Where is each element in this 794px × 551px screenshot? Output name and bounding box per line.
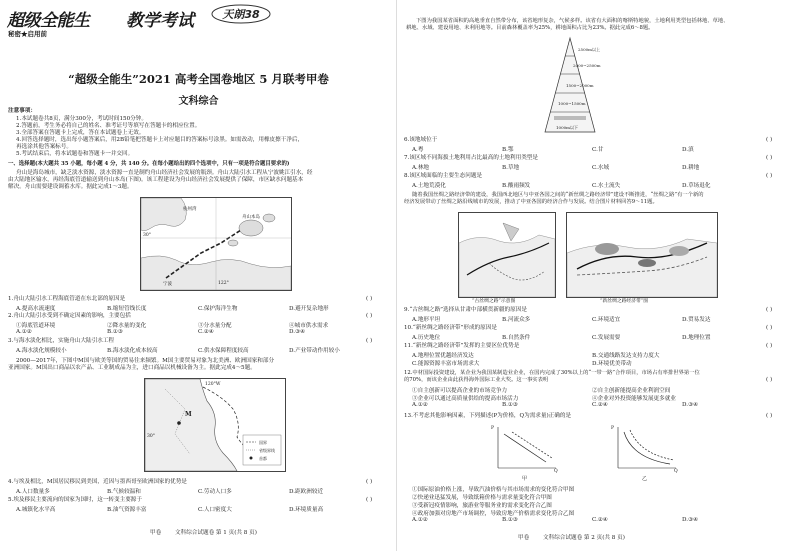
question-option: ④企业对外投资能够发展更多就业 bbox=[592, 396, 676, 402]
answer-bracket: ( ) bbox=[366, 313, 373, 319]
question-option: D.避开复杂地形 bbox=[289, 306, 329, 312]
passage-line: 2000—2017年，下图中M国与欧美等国的贸易往来频繁。M国主要贸易对象为北美洲、欧洲国家和部分 bbox=[16, 358, 275, 364]
note-item: 4.回答选择题时，选出每小题答案后，用2B铅笔把答题卡上对应题目的答案标号涂黑。如需改动，用橡皮擦干净后， bbox=[16, 137, 304, 143]
question-option: ④政府加强对房地产市场调控，导致房地产价格需求变化符合乙图 bbox=[412, 511, 575, 517]
question-option: C.水域 bbox=[592, 165, 610, 171]
question-option: ①海底管道环境 bbox=[16, 323, 56, 329]
section-heading: 一、选择题(本大题共 35 小题，每小题 4 分，共 140 分。在每小题给出的四个选项中，只有一项是符合题目要求的) bbox=[8, 161, 290, 167]
note-item: 1.本试题卷共8页，满分300分，考试时间150分钟。 bbox=[16, 116, 147, 122]
logo-icon bbox=[210, 3, 272, 25]
question-stem: 7.该区域不同海拔土地利用占比最高的土地利用类型是 bbox=[404, 155, 538, 161]
question-option: C.甘 bbox=[592, 147, 604, 153]
question-option: ②快递业迅猛发展，导致纸箱价格与需求量变化符合甲图 bbox=[412, 495, 552, 501]
new-silk-road-map bbox=[566, 212, 718, 298]
question-choice: D.③④ bbox=[682, 402, 699, 408]
question-choice: B.①③ bbox=[502, 402, 518, 408]
question-option: B.酸雨频发 bbox=[502, 183, 531, 189]
notes-heading: 注意事项： bbox=[8, 108, 36, 114]
question-option: C.水土流失 bbox=[592, 183, 621, 189]
question-stem: 11.“新丝绸之路经济带”发挥的主要区位优势是 bbox=[404, 343, 520, 349]
question-choice: A.①② bbox=[16, 329, 32, 335]
footer-page: 文科综合试题卷 第 1 页(共 8 页) bbox=[175, 530, 257, 536]
graph-caption: 乙 bbox=[642, 476, 648, 482]
answer-bracket: ( ) bbox=[766, 377, 773, 383]
question-option: D.距欧洲较近 bbox=[289, 489, 324, 495]
altitude-label: 2000~2500m bbox=[573, 63, 601, 68]
question-choice: A.①② bbox=[412, 402, 428, 408]
question-option: ④城市供水需求 bbox=[289, 323, 329, 329]
question-stem: 6.该地域位于 bbox=[404, 137, 438, 143]
question-choice: B.①③ bbox=[502, 517, 518, 523]
map-label: 舟山本岛 bbox=[242, 215, 260, 220]
passage-line: 下图为我国某省面积的高地垂直自然带分布，该省地形复杂，气候多样。该省有大面积的喀斯特地貌，土地利用类型包括林地、草地、 bbox=[416, 18, 729, 24]
passage-line: 由大陆地区输水，再经海底管道输送到舟山本岛(下图)。该工程建设为舟山经济社会发展提供了保障，市区缺水问题基本 bbox=[8, 177, 304, 183]
question-option: B.交通线路发达支持力度大 bbox=[592, 353, 660, 359]
question-option: B.河流众多 bbox=[502, 317, 531, 323]
answer-bracket: ( ) bbox=[366, 479, 373, 485]
question-stem: 5.埃及移民主要流向的国家为国时，这一转变主要源于 bbox=[8, 497, 142, 503]
answer-bracket: ( ) bbox=[766, 173, 773, 179]
footer-page: 文科综合试题卷 第 2 页(共 8 页) bbox=[543, 535, 625, 541]
question-option: D.地理位置 bbox=[682, 335, 711, 341]
question-option: ②降水量的变化 bbox=[107, 323, 147, 329]
altitude-label: 1000~1500m bbox=[558, 101, 586, 106]
passage-line: 亚洲国家。M国出口商品以农产品、工业制成品为主，进口商品以机械设备为主。据此完成4～5题。 bbox=[8, 365, 256, 371]
question-option: C.保护海洋生物 bbox=[198, 306, 238, 312]
question-choice: C.②④ bbox=[592, 517, 608, 523]
question-option: D.草场退化 bbox=[682, 183, 711, 189]
map-label: 杭州湾 bbox=[183, 207, 197, 212]
question-stem: 3.与海水淡化相比，实施舟山大陆引水工程 bbox=[8, 338, 115, 344]
question-option: C.能源资源丰富市场需求大 bbox=[412, 361, 480, 367]
question-choice: C.②④ bbox=[198, 329, 214, 335]
question-option: ③企业可以通过高质量供给的提高市场活力 bbox=[412, 396, 519, 402]
passage-line: 舟山是海岛城市，缺乏淡水资源，淡水资源一直是制约舟山经济社会发展的瓶颈。舟山大陆引水工程从宁波姚江引水，经 bbox=[16, 170, 313, 176]
question-stem: 12.中材国际投资建设，某企业为我国某制造业企业，在国内完成了30%以上的“一带一路”合作项目，市场占有率排世界第一位 bbox=[404, 370, 700, 376]
question-option: A.土地荒漠化 bbox=[412, 183, 446, 189]
question-option: D.滇 bbox=[682, 147, 694, 153]
map-label: 122° bbox=[218, 281, 229, 286]
right-page bbox=[400, 0, 794, 551]
question-stem: 13.不考虑其他影响因素，下列描述(P为价格，Q为需求量)正确的是 bbox=[404, 413, 572, 419]
axis-label: Q bbox=[554, 469, 558, 474]
question-choice: C.②④ bbox=[592, 402, 608, 408]
paper-title: “超级全能生”2021 高考全国卷地区 5 月联考甲卷 bbox=[68, 72, 329, 86]
answer-bracket: ( ) bbox=[766, 413, 773, 419]
axis-label: Q bbox=[674, 469, 678, 474]
question-option: B.缩短管线长度 bbox=[107, 306, 147, 312]
question-stem: 4.与埃及相比，M国居民移民到美国，近因与墨西哥至欧洲国家的优势是 bbox=[8, 479, 187, 485]
question-option: D.环境质量高 bbox=[289, 507, 324, 513]
question-choice: B.①③ bbox=[107, 329, 123, 335]
question-option: D.贸易发达 bbox=[682, 317, 711, 323]
secret-label: 秘密★启用前 bbox=[8, 30, 47, 38]
map-label: 30° bbox=[143, 233, 151, 238]
question-option: C.环境适宜 bbox=[592, 317, 621, 323]
footer-tag: 甲卷 bbox=[518, 535, 530, 541]
answer-bracket: ( ) bbox=[366, 497, 373, 503]
ancient-silk-road-map bbox=[458, 212, 556, 298]
passage-line: 随着我国丝绸之路经济带的建设，我国西北地区与中亚各国之间的“新丝绸之路经济带”建设不断推进，“丝绸之路”有一个新的 bbox=[412, 192, 704, 198]
question-option: A.历史地位 bbox=[412, 335, 441, 341]
exam-label: 教学考试 bbox=[126, 11, 194, 31]
answer-bracket: ( ) bbox=[766, 325, 773, 331]
figure-caption: “古丝绸之路”示意图 bbox=[472, 299, 516, 304]
question-stem: 2.舟山大陆引水受到不确定因素的影响，主要包括 bbox=[8, 313, 131, 319]
question-option: ③受新冠疫情影响，旅游业等服务业的需求变化符合乙图 bbox=[412, 503, 552, 509]
map-label: M bbox=[185, 411, 192, 418]
graph-jia bbox=[490, 424, 560, 474]
answer-bracket: ( ) bbox=[766, 307, 773, 313]
answer-bracket: ( ) bbox=[766, 137, 773, 143]
question-option: B.油气资源丰富 bbox=[107, 507, 147, 513]
question-option: D.耕地 bbox=[682, 165, 700, 171]
question-stem: 10.“新丝绸之路经济带”形成的原因是 bbox=[404, 325, 497, 331]
note-item: 再选涂其他答案标号。 bbox=[16, 144, 72, 150]
passage-line: 经济发展带动了丝绸之路沿线城市的发展，推动了中亚各国的经济合作与发展。结合图片材料回答9～11题。 bbox=[404, 199, 658, 205]
answer-bracket: ( ) bbox=[366, 338, 373, 344]
question-option: B.海水淡化成本较高 bbox=[107, 348, 158, 354]
question-option: C.人口密度大 bbox=[198, 507, 232, 513]
graph-yi bbox=[610, 424, 680, 474]
question-option: C.劳动人口多 bbox=[198, 489, 232, 495]
question-option: A.海水淡化规模较小 bbox=[16, 348, 67, 354]
axis-label: P bbox=[611, 426, 615, 431]
note-item: 2.答题前，考生务必将自己的姓名、准考证号等填写在答题卡的相应位置。 bbox=[16, 123, 201, 129]
page-divider bbox=[396, 0, 397, 551]
altitude-label: 1000m以下 bbox=[556, 125, 578, 130]
question-option: D.环境优美带动 bbox=[592, 361, 632, 367]
question-choice: D.③④ bbox=[289, 329, 306, 335]
question-stem: 的70%，而该企业由此获得海外国际工业大奖。这一事实表明 bbox=[404, 377, 549, 383]
passage-line: 耕地、水域、建设用地、未利用地等。目前森林覆盖率为25%，耕地面积占比为23%。据此完成6～8题。 bbox=[406, 25, 654, 31]
map-label: 120°W bbox=[205, 382, 221, 387]
map-legend-label: 国界 bbox=[259, 440, 267, 445]
map-legend-label: 首都 bbox=[259, 456, 267, 461]
question-option: A.粤 bbox=[412, 147, 424, 153]
question-option: ③分水量分配 bbox=[198, 323, 232, 329]
question-choice: A.①② bbox=[412, 517, 428, 523]
question-choice: D.③④ bbox=[682, 517, 699, 523]
zhoushan-map bbox=[140, 197, 292, 291]
question-option: A.林地 bbox=[412, 165, 430, 171]
question-option: ①国际原油价格上涨，导致汽油价格与其市场需求的变化符合甲图 bbox=[412, 487, 575, 493]
map-legend-label: 省级界线 bbox=[259, 448, 275, 453]
brand-name: 超级全能生 bbox=[7, 11, 90, 31]
country-m-map bbox=[144, 378, 286, 472]
altitude-label: 2500m以上 bbox=[578, 47, 600, 52]
question-option: A.人口数量多 bbox=[16, 489, 50, 495]
answer-bracket: ( ) bbox=[766, 343, 773, 349]
note-item: 3.全部答案在答题卡上完成，答在本试题卷上无效。 bbox=[16, 130, 145, 136]
answer-bracket: ( ) bbox=[366, 296, 373, 302]
question-option: B.草地 bbox=[502, 165, 520, 171]
question-stem: 8.该区域面临的主要生态问题是 bbox=[404, 173, 483, 179]
question-option: ①自主创新可以提高企业的市场竞争力 bbox=[412, 388, 508, 394]
question-option: B.自然条件 bbox=[502, 335, 531, 341]
question-option: A.城镇化水平高 bbox=[16, 507, 56, 513]
question-option: A.地理位置优越经济发达 bbox=[412, 353, 474, 359]
altitude-label: 1500~2000m bbox=[566, 83, 594, 88]
altitude-zone-diagram bbox=[540, 36, 620, 134]
question-option: B.鄂 bbox=[502, 147, 514, 153]
passage-line: 解决。舟山需要建设调蓄水库。据此完成1～3题。 bbox=[8, 184, 133, 190]
question-option: C.供水保障程度较高 bbox=[198, 348, 249, 354]
question-option: A.地形平坦 bbox=[412, 317, 441, 323]
answer-bracket: ( ) bbox=[766, 155, 773, 161]
graph-caption: 甲 bbox=[522, 476, 528, 482]
figure-caption: “新丝绸之路经济带”图 bbox=[600, 299, 649, 304]
map-label: 宁波 bbox=[163, 282, 172, 287]
svg-text:天朗38: 天朗38 bbox=[222, 8, 260, 21]
paper-subject: 文科综合 bbox=[178, 96, 219, 107]
question-stem: 1.舟山大陆引水工程海底管道在东北部的原因是 bbox=[8, 296, 126, 302]
question-option: D.产业带动作用较小 bbox=[289, 348, 340, 354]
question-option: C.发展需要 bbox=[592, 335, 621, 341]
map-label: 30° bbox=[147, 434, 155, 439]
question-stem: 9.“古丝绸之路”选择从甘肃中部横贯新疆的原因是 bbox=[404, 307, 527, 313]
question-option: B.气候较温和 bbox=[107, 489, 141, 495]
question-option: A.提高水流速度 bbox=[16, 306, 56, 312]
footer-tag: 甲卷 bbox=[150, 530, 162, 536]
axis-label: P bbox=[491, 426, 495, 431]
question-option: ②自主创新能提高企业利润空间 bbox=[592, 388, 671, 394]
note-item: 5.考试结束后，将本试题卷和答题卡一并交回。 bbox=[16, 151, 134, 157]
